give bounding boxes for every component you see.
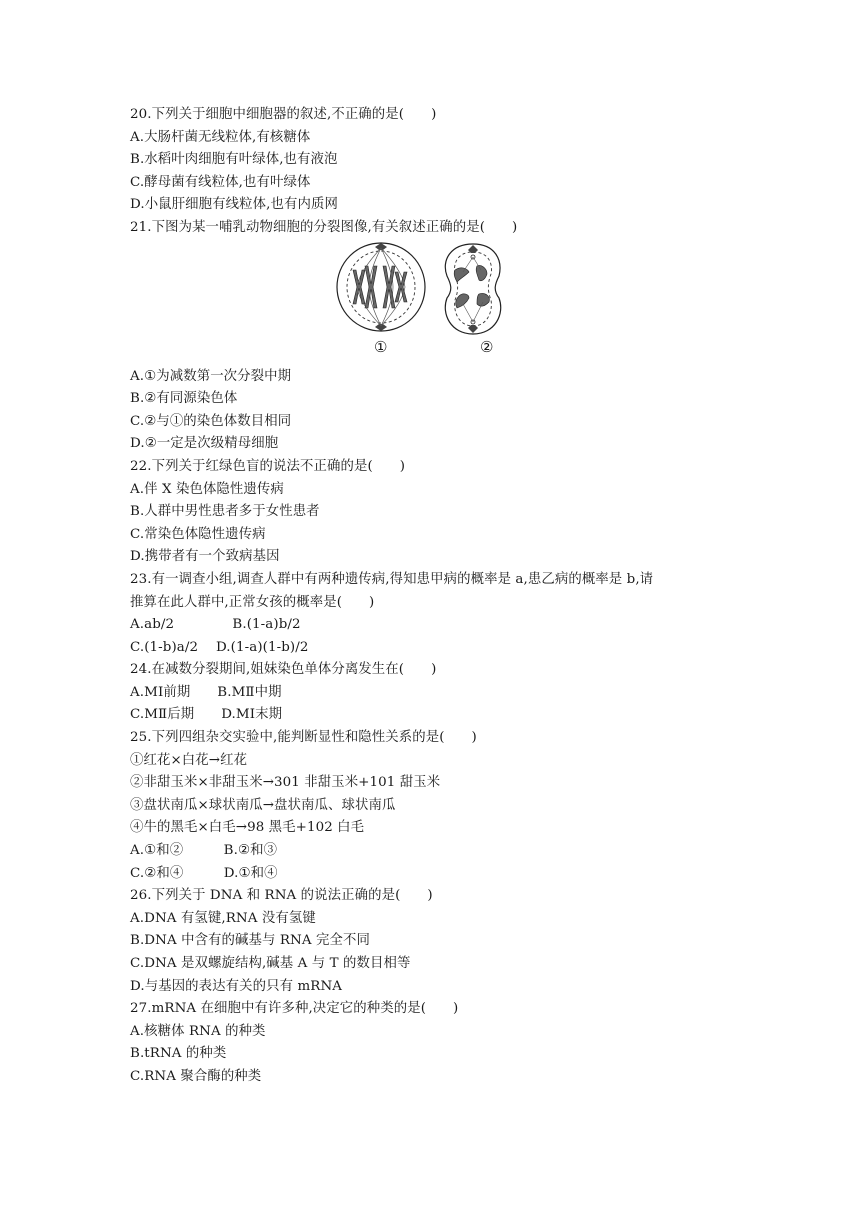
- question-26-stem: 26.下列关于 DNA 和 RNA 的说法正确的是( ): [130, 888, 433, 904]
- question-27-stem: 27.mRNA 在细胞中有许多种,决定它的种类的是( ): [130, 1001, 459, 1017]
- question-26-option-a: A.DNA 有氢键,RNA 没有氢键: [130, 910, 316, 926]
- question-25-item-1: ①红花×白花→红花: [130, 752, 248, 768]
- question-25-item-3: ③盘状南瓜×球状南瓜→盘状南瓜、球状南瓜: [130, 797, 396, 813]
- question-21-option-a: A.①为减数第一次分裂中期: [130, 368, 292, 384]
- question-24-options-cd: C.MⅡ后期 D.MⅠ末期: [130, 707, 283, 723]
- question-21-option-b: B.②有同源染色体: [130, 391, 238, 407]
- cell-division-diagram: [335, 242, 525, 338]
- question-21-stem: 21.下图为某一哺乳动物细胞的分裂图像,有关叙述正确的是( ): [130, 219, 518, 235]
- figure-label-1: ①: [374, 337, 388, 356]
- question-23-stem-line1: 23.有一调查小组,调查人群中有两种遗传病,得知患甲病的概率是 a,患乙病的概率是 b,请: [130, 571, 654, 587]
- question-23-stem-line2: 推算在此人群中,正常女孩的概率是( ): [130, 594, 375, 610]
- question-list: [130, 104, 730, 1089]
- cell-2-diagram: [445, 244, 500, 334]
- question-27-option-b: B.tRNA 的种类: [130, 1046, 227, 1062]
- question-20-option-b: B.水稻叶肉细胞有叶绿体,也有液泡: [130, 152, 338, 168]
- question-22-option-a: A.伴 X 染色体隐性遗传病: [130, 481, 284, 497]
- question-22-stem: 22.下列关于红绿色盲的说法不正确的是( ): [130, 458, 406, 474]
- question-24-stem: 24.在减数分裂期间,姐妹染色单体分离发生在( ): [130, 662, 437, 678]
- question-23-options-ab: A.ab/2 B.(1-a)b/2: [130, 617, 301, 633]
- question-22-option-b: B.人群中男性患者多于女性患者: [130, 504, 320, 520]
- question-27-option-c: C.RNA 聚合酶的种类: [130, 1068, 262, 1084]
- question-20-option-a: A.大肠杆菌无线粒体,有核糖体: [130, 129, 311, 145]
- question-26-option-c: C.DNA 是双螺旋结构,碱基 A 与 T 的数目相等: [130, 956, 411, 971]
- question-20-option-d: D.小鼠肝细胞有线粒体,也有内质网: [130, 197, 338, 213]
- question-25-stem: 25.下列四组杂交实验中,能判断显性和隐性关系的是( ): [130, 730, 477, 746]
- question-20-option-c: C.酵母菌有线粒体,也有叶绿体: [130, 174, 311, 190]
- question-22-option-d: D.携带者有一个致病基因: [130, 549, 280, 565]
- question-21-option-c: C.②与①的染色体数目相同: [130, 413, 292, 429]
- question-26-option-b: B.DNA 中含有的碱基与 RNA 完全不同: [130, 933, 370, 949]
- question-20-stem: 20.下列关于细胞中细胞器的叙述,不正确的是( ): [130, 107, 437, 122]
- question-23-options-cd: C.(1-b)a/2 D.(1-a)(1-b)/2: [130, 639, 309, 655]
- question-25-item-2: ②非甜玉米×非甜玉米→301 非甜玉米+101 甜玉米: [130, 775, 441, 791]
- question-27-option-a: A.核糖体 RNA 的种类: [130, 1023, 266, 1039]
- question-21-option-d: D.②一定是次级精母细胞: [130, 436, 279, 452]
- question-26-option-d: D.与基因的表达有关的只有 mRNA: [130, 978, 343, 994]
- cell-division-figure: [130, 240, 730, 366]
- question-24-options-ab: A.MⅠ前期 B.MⅡ中期: [130, 684, 282, 700]
- cell-1-diagram: [337, 243, 425, 331]
- question-22-option-c: C.常染色体隐性遗传病: [130, 526, 266, 542]
- figure-label-2: ②: [480, 337, 494, 356]
- question-25-options-ab: A.①和② B.②和③: [130, 843, 278, 859]
- question-25-options-cd: C.②和④ D.①和④: [130, 865, 278, 881]
- question-25-item-4: ④牛的黑毛×白毛→98 黑毛+102 白毛: [130, 820, 365, 836]
